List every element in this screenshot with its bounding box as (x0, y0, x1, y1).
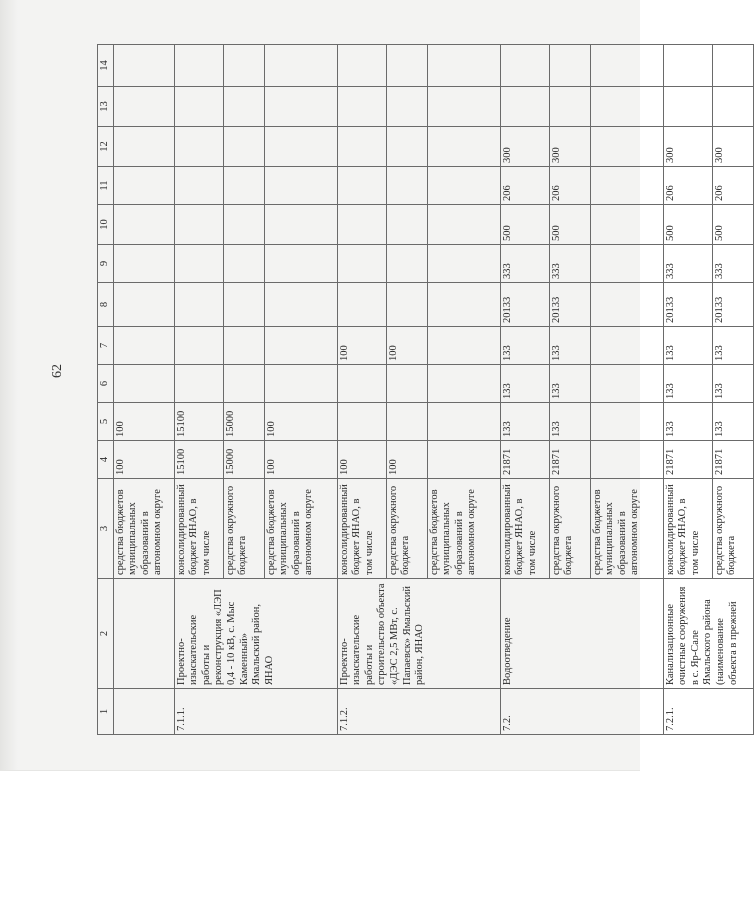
cell-value: 133 (549, 327, 590, 365)
cell-value (113, 45, 174, 87)
cell-value: 133 (663, 403, 712, 441)
cell-value: 133 (549, 403, 590, 441)
cell-value (337, 205, 386, 245)
cell-value (427, 87, 500, 127)
cell-value (223, 365, 264, 403)
cell-value: 100 (113, 441, 174, 479)
cell-value (590, 205, 663, 245)
cell-value (590, 327, 663, 365)
cell-value (386, 403, 427, 441)
cell-name: Проектно-изыскательские работы и реконструкция «ЛЭП 0,4 - 10 кВ, с. Мыс Каменный» Ямальский район, ЯНАО (174, 579, 337, 689)
cell-value (590, 283, 663, 327)
cell-value: 133 (712, 403, 753, 441)
cell-value: 20133 (663, 283, 712, 327)
col-header: 2 (98, 579, 114, 689)
cell-value: 133 (663, 365, 712, 403)
cell-value (223, 167, 264, 205)
cell-value (590, 403, 663, 441)
cell-value (337, 45, 386, 87)
cell-value (386, 87, 427, 127)
cell-value (337, 167, 386, 205)
cell-value: 500 (549, 205, 590, 245)
cell-value: 133 (712, 327, 753, 365)
col-header: 3 (98, 479, 114, 579)
cell-value (223, 127, 264, 167)
cell-value (264, 327, 337, 365)
cell-value (113, 87, 174, 127)
cell-value (427, 283, 500, 327)
col-header: 12 (98, 127, 114, 167)
cell-value (386, 365, 427, 403)
col-header: 13 (98, 87, 114, 127)
cell-value: 500 (663, 205, 712, 245)
col-header: 6 (98, 365, 114, 403)
cell-value: 133 (500, 327, 549, 365)
cell-value: 100 (337, 441, 386, 479)
cell-value (386, 283, 427, 327)
cell-value (113, 127, 174, 167)
cell-value (337, 127, 386, 167)
cell-value (590, 45, 663, 87)
cell-value (427, 245, 500, 283)
table-row (337, 45, 386, 735)
cell-value: 133 (500, 365, 549, 403)
cell-value (500, 45, 549, 87)
cell-value (386, 45, 427, 87)
cell-number: 7.2.1. (663, 689, 753, 735)
cell-value: 133 (712, 365, 753, 403)
cell-value: 133 (549, 365, 590, 403)
cell-value: 100 (264, 403, 337, 441)
col-header: 7 (98, 327, 114, 365)
scan-edge-shadow (0, 0, 18, 770)
col-header: 5 (98, 403, 114, 441)
cell-value: 333 (500, 245, 549, 283)
col-header: 1 (98, 689, 114, 735)
cell-value (264, 45, 337, 87)
cell-value: 20133 (500, 283, 549, 327)
cell-value (174, 327, 223, 365)
cell-value (427, 365, 500, 403)
cell-value (264, 205, 337, 245)
cell-value: 206 (712, 167, 753, 205)
cell-source: средства окружного бюджета (549, 479, 590, 579)
cell-value (113, 167, 174, 205)
cell-value (174, 245, 223, 283)
page-number: 62 (50, 364, 65, 378)
cell-value (590, 127, 663, 167)
cell-value: 15100 (174, 441, 223, 479)
cell-value (337, 283, 386, 327)
cell-value (174, 205, 223, 245)
cell-value (590, 365, 663, 403)
col-header: 11 (98, 167, 114, 205)
cell-value: 100 (386, 327, 427, 365)
cell-value (386, 167, 427, 205)
cell-source: консолидированный бюджет ЯНАО, в том числе (663, 479, 712, 579)
cell-value (386, 127, 427, 167)
cell-value: 333 (712, 245, 753, 283)
cell-value: 333 (549, 245, 590, 283)
cell-number: 7.2. (500, 689, 663, 735)
cell-value: 206 (500, 167, 549, 205)
cell-value: 133 (500, 403, 549, 441)
cell-value: 21871 (712, 441, 753, 479)
cell-source: средства окружного бюджета (223, 479, 264, 579)
cell-value (337, 87, 386, 127)
cell-value (337, 245, 386, 283)
cell-value (223, 283, 264, 327)
cell-source: средства бюджетов муниципальных образований в автономном округе (113, 479, 174, 579)
cell-value: 15000 (223, 403, 264, 441)
cell-value (427, 167, 500, 205)
cell-value (386, 205, 427, 245)
cell-value (663, 45, 712, 87)
cell-value (174, 45, 223, 87)
cell-value (337, 403, 386, 441)
cell-value: 21871 (500, 441, 549, 479)
cell-value (223, 87, 264, 127)
table-row (174, 45, 223, 735)
cell-value (113, 283, 174, 327)
cell-value (663, 87, 712, 127)
cell-value: 333 (663, 245, 712, 283)
cell-number: 7.1.2. (337, 689, 500, 735)
col-header: 8 (98, 283, 114, 327)
cell-name: Водоотведение (500, 579, 663, 689)
cell-value: 500 (500, 205, 549, 245)
cell-value (113, 245, 174, 283)
cell-value (174, 87, 223, 127)
cell-value: 300 (549, 127, 590, 167)
budget-table (97, 44, 754, 735)
table-row (113, 45, 174, 735)
cell-value (427, 327, 500, 365)
cell-value (223, 327, 264, 365)
cell-value: 100 (113, 403, 174, 441)
cell-value: 21871 (663, 441, 712, 479)
cell-value: 500 (712, 205, 753, 245)
cell-value (264, 283, 337, 327)
cell-source: средства бюджетов муниципальных образований в автономном округе (264, 479, 337, 579)
cell-name (113, 579, 174, 689)
cell-value (386, 245, 427, 283)
cell-value (113, 327, 174, 365)
cell-value (264, 167, 337, 205)
rotated-table-wrapper (97, 45, 739, 735)
cell-number (113, 689, 174, 735)
cell-source: консолидированный бюджет ЯНАО, в том числе (174, 479, 223, 579)
cell-value (590, 167, 663, 205)
cell-value (174, 365, 223, 403)
cell-value (712, 87, 753, 127)
cell-source: консолидированный бюджет ЯНАО, в том числе (500, 479, 549, 579)
cell-value: 100 (264, 441, 337, 479)
cell-value: 21871 (549, 441, 590, 479)
col-header: 14 (98, 45, 114, 87)
cell-value: 100 (386, 441, 427, 479)
cell-value (174, 167, 223, 205)
col-header: 9 (98, 245, 114, 283)
cell-value: 100 (337, 327, 386, 365)
cell-value (427, 205, 500, 245)
cell-source: средства окружного бюджета (712, 479, 753, 579)
cell-value: 300 (500, 127, 549, 167)
cell-value: 20133 (712, 283, 753, 327)
cell-value (712, 45, 753, 87)
col-header: 10 (98, 205, 114, 245)
col-header: 4 (98, 441, 114, 479)
cell-value: 206 (549, 167, 590, 205)
cell-value (427, 403, 500, 441)
cell-name: Канализационные очистные сооружения в с. Яр-Сале Ямальского района (наименование объекта в прежней (663, 579, 753, 689)
cell-value (337, 365, 386, 403)
cell-value (264, 365, 337, 403)
cell-source: средства бюджетов муниципальных образований в автономном округе (590, 479, 663, 579)
cell-value: 133 (663, 327, 712, 365)
cell-number: 7.1.1. (174, 689, 337, 735)
cell-value: 206 (663, 167, 712, 205)
cell-value (264, 87, 337, 127)
cell-value (264, 127, 337, 167)
cell-value (264, 245, 337, 283)
cell-value: 20133 (549, 283, 590, 327)
cell-value (590, 87, 663, 127)
cell-value (590, 441, 663, 479)
cell-value (500, 87, 549, 127)
header-row (98, 45, 114, 735)
cell-source: средства бюджетов муниципальных образований в автономном округе (427, 479, 500, 579)
cell-value (549, 45, 590, 87)
cell-value (427, 441, 500, 479)
cell-value: 15000 (223, 441, 264, 479)
cell-name: Проектно-изыскательские работы и строительство объекта «ДЭС 2,5 МВт, с. Папаевск» Ямальский район, ЯНАО (337, 579, 500, 689)
cell-value (223, 205, 264, 245)
cell-value (590, 245, 663, 283)
cell-source: консолидированный бюджет ЯНАО, в том числе (337, 479, 386, 579)
cell-value (223, 45, 264, 87)
cell-value (549, 87, 590, 127)
cell-value: 300 (712, 127, 753, 167)
cell-value (113, 365, 174, 403)
cell-source: средства окружного бюджета (386, 479, 427, 579)
cell-value: 15100 (174, 403, 223, 441)
table-row (500, 45, 549, 735)
cell-value (113, 205, 174, 245)
cell-value (174, 127, 223, 167)
cell-value (427, 45, 500, 87)
table-row (663, 45, 712, 735)
cell-value: 300 (663, 127, 712, 167)
cell-value (174, 283, 223, 327)
cell-value (223, 245, 264, 283)
cell-value (427, 127, 500, 167)
